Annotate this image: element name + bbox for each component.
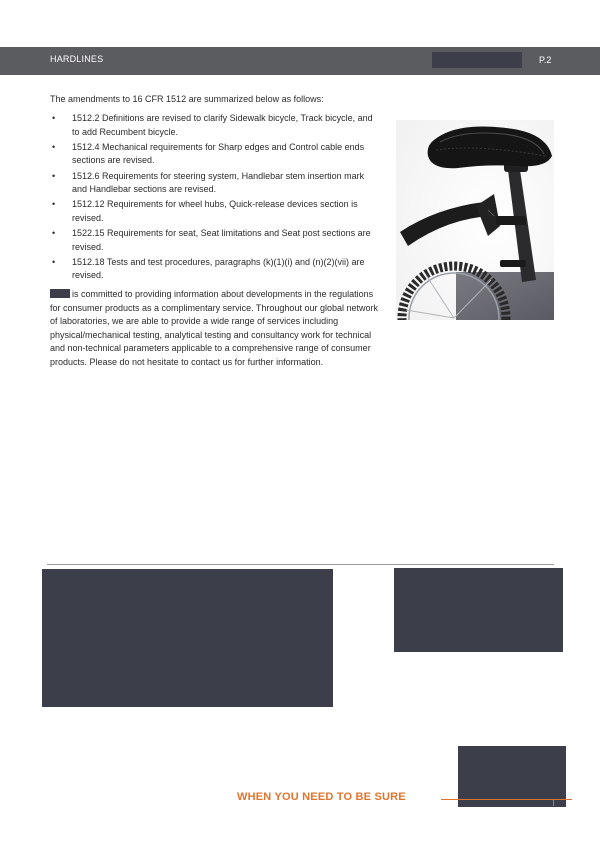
amendment-text: 1512.2 Definitions are revised to clarify Sidewalk bicycle, Track bicycle, and to add Recumbent bicycle.: [72, 113, 373, 137]
bicycle-saddle-photo: [396, 120, 554, 320]
redacted-block-left: [42, 569, 333, 707]
bullet-icon: •: [52, 256, 56, 267]
amendment-text: 1512.18 Tests and test procedures, paragraphs (k)(1)(i) and (n)(2)(vii) are revised.: [72, 256, 365, 281]
bullet-icon: •: [52, 199, 56, 210]
bullet-icon: •: [52, 228, 56, 239]
intro-text: The amendments to 16 CFR 1512 are summarized below as follows:: [50, 94, 324, 104]
bullet-icon: •: [52, 170, 56, 181]
amendment-text: 1522.15 Requirements for seat, Seat limitations and Seat post sections are revised.: [72, 228, 371, 252]
amendment-text: 1512.12 Requirements for wheel hubs, Quick-release devices section is revised.: [72, 199, 358, 223]
commitment-text: is committed to providing information about developments in the regulations for consumer products as a complimentary service. Throughout our global network of laboratories, we are able to provide a wide range of services including physical/mechanical testing, analytical testing and consultancy work for technical and non-technical parameters applicable to a comprehensive range of consumer products. Please do not hesitate to contact us for further information.: [50, 289, 378, 367]
header-title: HARDLINES: [50, 54, 104, 64]
redacted-logo-block: [458, 746, 566, 807]
list-item: [50, 170, 380, 197]
redacted-block-right: [394, 568, 563, 652]
amendment-text: 1512.6 Requirements for steering system, Handlebar stem insertion mark and Handlebar sections are revised.: [72, 170, 365, 195]
header-redaction: [432, 52, 522, 68]
bullet-icon: •: [52, 141, 56, 152]
bullet-icon: •: [52, 113, 56, 123]
list-item: [50, 198, 380, 225]
page-number: P.2: [539, 55, 552, 65]
amendment-list: [50, 112, 380, 285]
list-item: [50, 112, 380, 139]
list-item: [50, 256, 380, 283]
list-item: [50, 141, 380, 168]
footer-tick: [553, 800, 554, 806]
section-divider: [47, 564, 554, 565]
list-item: [50, 227, 380, 254]
footer-slogan: WHEN YOU NEED TO BE SURE: [237, 791, 406, 803]
amendment-text: 1512.4 Mechanical requirements for Sharp edges and Control cable ends sections are revised.: [72, 141, 365, 166]
brand-redaction: [50, 289, 70, 298]
commitment-paragraph: [50, 288, 380, 370]
